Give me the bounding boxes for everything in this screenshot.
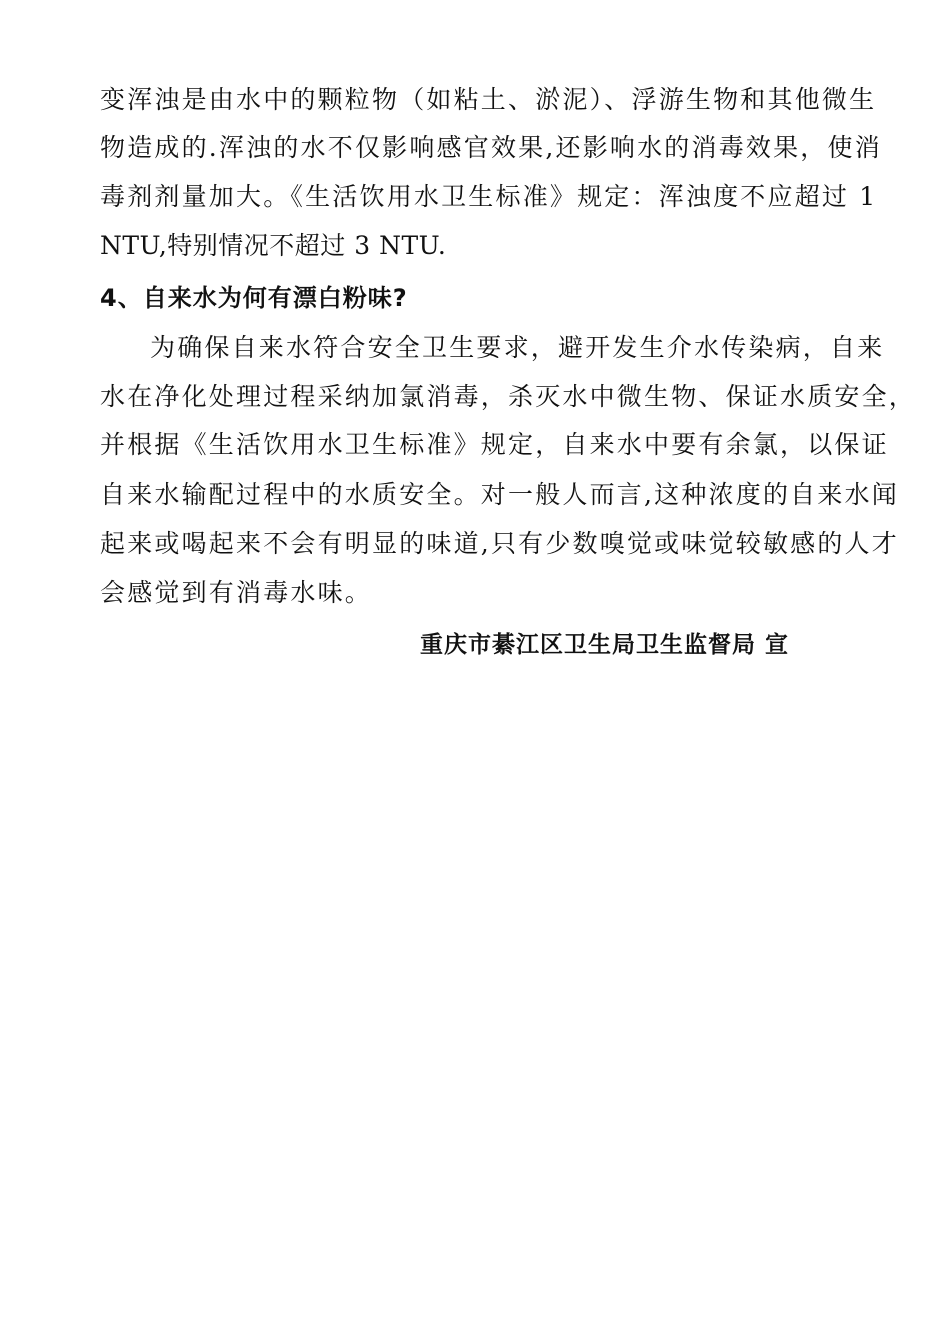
paragraph-line: 毒剂剂量加大。《生活饮用水卫生标准》规定：浑浊度不应超过 1	[100, 182, 878, 211]
section-heading: 4、自来水为何有漂白粉味?	[100, 284, 408, 312]
paragraph-line: 物造成的.浑浊的水不仅影响感官效果,还影响水的消毒效果，使消	[100, 133, 882, 162]
paragraph-line: 起来或喝起来不会有明显的味道,只有少数嗅觉或味觉较敏感的人才	[100, 529, 899, 558]
paragraph-line: 并根据《生活饮用水卫生标准》规定，自来水中要有余氯，以保证	[100, 430, 889, 459]
paragraph-line: 变浑浊是由水中的颗粒物（如粘土、淤泥）、浮游生物和其他微生	[100, 85, 877, 114]
paragraph-line: 自来水输配过程中的水质安全。对一般人而言,这种浓度的自来水闻	[100, 480, 899, 509]
paragraph-line: NTU,特别情况不超过 3 NTU.	[100, 231, 447, 260]
signature: 重庆市綦江区卫生局卫生监督局 宣	[420, 632, 790, 658]
paragraph-line: 水在净化处理过程采纳加氯消毒，杀灭水中微生物、保证水质安全，	[100, 382, 917, 411]
paragraph-line: 会感觉到有消毒水味。	[100, 578, 373, 607]
paragraph-line: 为确保自来水符合安全卫生要求，避开发生介水传染病，自来	[150, 333, 885, 362]
